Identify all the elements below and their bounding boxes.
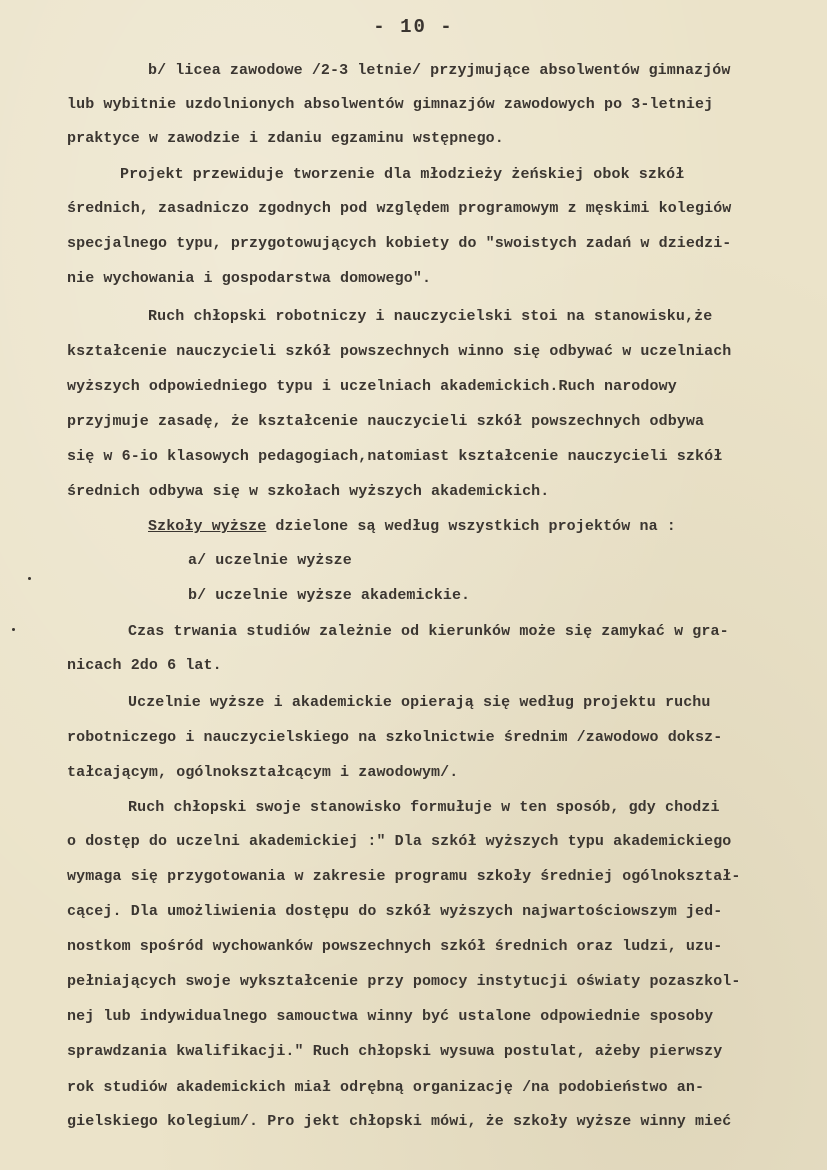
text-line: przyjmuje zasadę, że kształcenie nauczycieli szkół powszechnych odbywa [67,413,705,430]
text-line: lub wybitnie uzdolnionych absolwentów gimnazjów zawodowych po 3-letniej [67,96,714,113]
text-line: praktyce w zawodzie i zdaniu egzaminu wstępnego. [67,130,504,147]
text-line: Ruch chłopski robotniczy i nauczycielski stoi na stanowisku,że [148,308,713,325]
text-line: Czas trwania studiów zależnie od kierunków może się zamykać w gra- [128,623,729,640]
text-line: tałcającym, ogólnokształcącym i zawodowym/. [67,764,459,781]
text-line: gielskiego kolegium/. Pro jekt chłopski mówi, że szkoły wyższe winny mieć [67,1113,732,1130]
text-line: a/ uczelnie wyższe [188,552,352,569]
text-line: cącej. Dla umożliwienia dostępu do szkół wyższych najwartościowszym jed- [67,903,723,920]
text-line: sprawdzania kwalifikacji." Ruch chłopski wysuwa postulat, ażeby pierwszy [67,1043,723,1060]
text-line: wymaga się przygotowania w zakresie programu szkoły średniej ogólnokształ- [67,868,741,885]
ink-speck [12,628,15,631]
text-line: nicach 2do 6 lat. [67,657,222,674]
text-line: Uczelnie wyższe i akademickie opierają się według projektu ruchu [128,694,711,711]
text-line: b/ uczelnie wyższe akademickie. [188,587,471,604]
text-line: o dostęp do uczelni akademickiej :" Dla szkół wyższych typu akademickiego [67,833,732,850]
ink-speck [28,577,31,580]
page-number: - 10 - [373,16,454,38]
text-line: się w 6-io klasowych pedagogiach,natomiast kształcenie nauczycieli szkół [67,448,723,465]
text-line: nie wychowania i gospodarstwa domowego". [67,270,432,287]
text-line: specjalnego typu, przygotowujących kobiety do "swoistych zadań w dziedzi- [67,235,732,252]
text-line: średnich odbywa się w szkołach wyższych akademickich. [67,483,550,500]
text-line: b/ licea zawodowe /2-3 letnie/ przyjmujące absolwentów gimnazjów [148,62,731,79]
text-line: Projekt przewiduje tworzenie dla młodzieży żeńskiej obok szkół [120,166,685,183]
text-line: średnich, zasadniczo zgodnych pod względem programowym z męskimi kolegiów [67,200,732,217]
text-fragment: dzielone są według wszystkich projektów na : [266,518,676,535]
text-line: rok studiów akademickich miał odrębną organizację /na podobieństwo an- [67,1079,705,1096]
text-line: kształcenie nauczycieli szkół powszechnych winno się odbywać w uczelniach [67,343,732,360]
text-line: wyższych odpowiedniego typu i uczelniach akademickich.Ruch narodowy [67,378,677,395]
text-line: robotniczego i nauczycielskiego na szkolnictwie średnim /zawodowo doksz- [67,729,723,746]
underlined-heading: Szkoły wyższe [148,518,267,535]
text-line: pełniających swoje wykształcenie przy pomocy instytucji oświaty pozaszkol- [67,973,741,990]
text-line: nej lub indywidualnego samouctwa winny być ustalone odpowiednie sposoby [67,1008,714,1025]
text-line [148,517,676,537]
text-line: Ruch chłopski swoje stanowisko formułuje w ten sposób, gdy chodzi [128,799,720,816]
text-line: nostkom spośród wychowanków powszechnych szkół średnich oraz ludzi, uzu- [67,938,723,955]
